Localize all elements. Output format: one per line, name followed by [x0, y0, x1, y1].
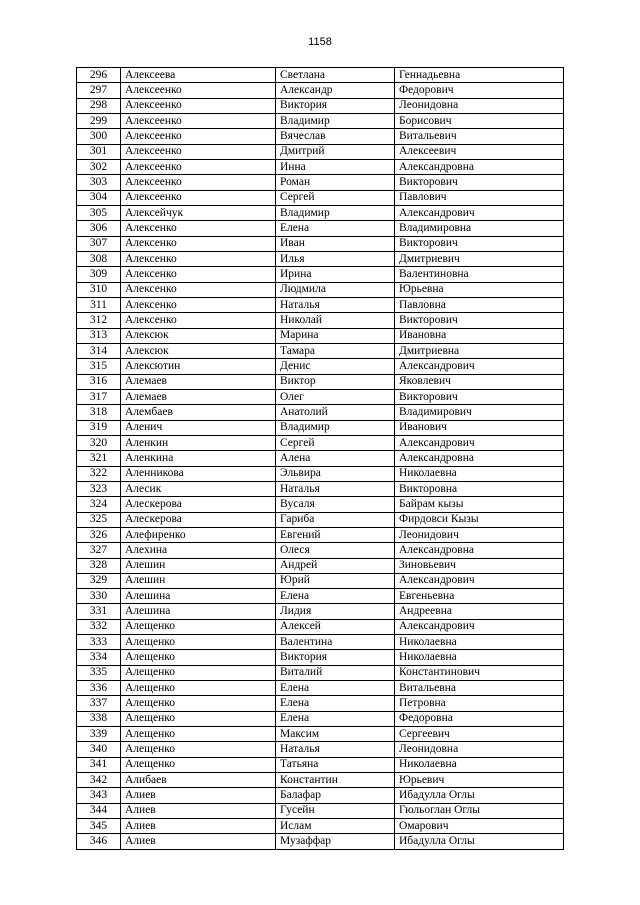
first-name-cell: Елена: [276, 589, 395, 604]
first-name-cell: Владимир: [276, 113, 395, 128]
row-number-cell: 333: [77, 635, 121, 650]
row-number-cell: 326: [77, 527, 121, 542]
patronymic-cell: Яковлевич: [395, 374, 564, 389]
row-number-cell: 345: [77, 819, 121, 834]
row-number-cell: 335: [77, 665, 121, 680]
row-number-cell: 334: [77, 650, 121, 665]
patronymic-cell: Владимирович: [395, 405, 564, 420]
patronymic-cell: Федоровна: [395, 711, 564, 726]
surname-cell: Аленникова: [121, 466, 276, 481]
patronymic-cell: Владимировна: [395, 221, 564, 236]
patronymic-cell: Александровна: [395, 543, 564, 558]
patronymic-cell: Николаевна: [395, 757, 564, 772]
first-name-cell: Тамара: [276, 343, 395, 358]
row-number-cell: 296: [77, 68, 121, 83]
surname-cell: Алещенко: [121, 757, 276, 772]
table-row: [77, 819, 564, 834]
table-row: [77, 497, 564, 512]
surname-cell: Алешина: [121, 589, 276, 604]
first-name-cell: Андрей: [276, 558, 395, 573]
first-name-cell: Валентина: [276, 635, 395, 650]
patronymic-cell: Юрьевич: [395, 773, 564, 788]
row-number-cell: 346: [77, 834, 121, 849]
patronymic-cell: Александрович: [395, 573, 564, 588]
table-row: [77, 681, 564, 696]
first-name-cell: Марина: [276, 328, 395, 343]
row-number-cell: 311: [77, 297, 121, 312]
surname-cell: Алексеенко: [121, 190, 276, 205]
first-name-cell: Сергей: [276, 435, 395, 450]
table-row: [77, 696, 564, 711]
first-name-cell: Ислам: [276, 819, 395, 834]
surname-cell: Алешин: [121, 573, 276, 588]
table-row: [77, 589, 564, 604]
surname-cell: Алескерова: [121, 512, 276, 527]
surname-cell: Алексеенко: [121, 159, 276, 174]
table-row: [77, 221, 564, 236]
surname-cell: Алексеенко: [121, 144, 276, 159]
surname-cell: Алехина: [121, 543, 276, 558]
patronymic-cell: Александрович: [395, 359, 564, 374]
surname-cell: Алиев: [121, 834, 276, 849]
surname-cell: Алещенко: [121, 619, 276, 634]
row-number-cell: 312: [77, 313, 121, 328]
patronymic-cell: Иванович: [395, 420, 564, 435]
first-name-cell: Сергей: [276, 190, 395, 205]
first-name-cell: Наталья: [276, 742, 395, 757]
first-name-cell: Елена: [276, 696, 395, 711]
row-number-cell: 304: [77, 190, 121, 205]
table-row: [77, 144, 564, 159]
table-row: [77, 435, 564, 450]
table-row: [77, 573, 564, 588]
patronymic-cell: Борисович: [395, 113, 564, 128]
row-number-cell: 305: [77, 205, 121, 220]
row-number-cell: 324: [77, 497, 121, 512]
patronymic-cell: Александрович: [395, 435, 564, 450]
surname-cell: Алексеенко: [121, 129, 276, 144]
table-row: [77, 98, 564, 113]
row-number-cell: 298: [77, 98, 121, 113]
surname-cell: Аленкина: [121, 451, 276, 466]
table-row: [77, 190, 564, 205]
surname-cell: Алексенко: [121, 236, 276, 251]
row-number-cell: 323: [77, 481, 121, 496]
patronymic-cell: Леонидовна: [395, 98, 564, 113]
surname-cell: Алембаев: [121, 405, 276, 420]
first-name-cell: Алексей: [276, 619, 395, 634]
table-row: [77, 665, 564, 680]
row-number-cell: 328: [77, 558, 121, 573]
row-number-cell: 344: [77, 803, 121, 818]
row-number-cell: 329: [77, 573, 121, 588]
row-number-cell: 327: [77, 543, 121, 558]
row-number-cell: 299: [77, 113, 121, 128]
table-row: [77, 267, 564, 282]
table-row: [77, 451, 564, 466]
table-row: [77, 343, 564, 358]
patronymic-cell: Зиновьевич: [395, 558, 564, 573]
patronymic-cell: Леонидович: [395, 527, 564, 542]
surname-cell: Алексеенко: [121, 175, 276, 190]
table-row: [77, 205, 564, 220]
row-number-cell: 340: [77, 742, 121, 757]
surname-cell: Алещенко: [121, 635, 276, 650]
surname-cell: Алексеева: [121, 68, 276, 83]
table-row: [77, 711, 564, 726]
patronymic-cell: Петровна: [395, 696, 564, 711]
first-name-cell: Максим: [276, 727, 395, 742]
first-name-cell: Наталья: [276, 297, 395, 312]
patronymic-cell: Витальевич: [395, 129, 564, 144]
first-name-cell: Лидия: [276, 604, 395, 619]
first-name-cell: Виталий: [276, 665, 395, 680]
patronymic-cell: Александрович: [395, 205, 564, 220]
surname-cell: Алексюк: [121, 343, 276, 358]
patronymic-cell: Ибадулла Оглы: [395, 834, 564, 849]
surname-cell: Алексенко: [121, 313, 276, 328]
row-number-cell: 342: [77, 773, 121, 788]
patronymic-cell: Геннадьевна: [395, 68, 564, 83]
patronymic-cell: Федорович: [395, 83, 564, 98]
first-name-cell: Олеся: [276, 543, 395, 558]
table-row: [77, 558, 564, 573]
row-number-cell: 322: [77, 466, 121, 481]
patronymic-cell: Гюльоглан Оглы: [395, 803, 564, 818]
row-number-cell: 337: [77, 696, 121, 711]
first-name-cell: Виктория: [276, 98, 395, 113]
row-number-cell: 300: [77, 129, 121, 144]
table-row: [77, 834, 564, 849]
first-name-cell: Елена: [276, 711, 395, 726]
surname-cell: Алексютин: [121, 359, 276, 374]
row-number-cell: 313: [77, 328, 121, 343]
surname-cell: Алексенко: [121, 267, 276, 282]
surname-cell: Алескерова: [121, 497, 276, 512]
table-row: [77, 251, 564, 266]
row-number-cell: 341: [77, 757, 121, 772]
patronymic-cell: Омарович: [395, 819, 564, 834]
surname-cell: Алексенко: [121, 282, 276, 297]
first-name-cell: Олег: [276, 389, 395, 404]
patronymic-cell: Ивановна: [395, 328, 564, 343]
surname-cell: Алещенко: [121, 650, 276, 665]
patronymic-cell: Леонидовна: [395, 742, 564, 757]
page-number: 1158: [308, 36, 332, 48]
first-name-cell: Светлана: [276, 68, 395, 83]
table-row: [77, 512, 564, 527]
name-list-body: [77, 68, 564, 850]
first-name-cell: Гусейн: [276, 803, 395, 818]
first-name-cell: Гариба: [276, 512, 395, 527]
patronymic-cell: Витальевна: [395, 681, 564, 696]
patronymic-cell: Сергеевич: [395, 727, 564, 742]
row-number-cell: 318: [77, 405, 121, 420]
surname-cell: Алексеенко: [121, 83, 276, 98]
row-number-cell: 316: [77, 374, 121, 389]
surname-cell: Алиев: [121, 788, 276, 803]
row-number-cell: 315: [77, 359, 121, 374]
first-name-cell: Вячеслав: [276, 129, 395, 144]
first-name-cell: Музаффар: [276, 834, 395, 849]
surname-cell: Алешин: [121, 558, 276, 573]
table-row: [77, 83, 564, 98]
table-row: [77, 773, 564, 788]
table-row: [77, 297, 564, 312]
patronymic-cell: Викторович: [395, 236, 564, 251]
first-name-cell: Юрий: [276, 573, 395, 588]
first-name-cell: Виктор: [276, 374, 395, 389]
first-name-cell: Алена: [276, 451, 395, 466]
patronymic-cell: Александровна: [395, 159, 564, 174]
first-name-cell: Людмила: [276, 282, 395, 297]
surname-cell: Алемаев: [121, 389, 276, 404]
row-number-cell: 307: [77, 236, 121, 251]
row-number-cell: 309: [77, 267, 121, 282]
surname-cell: Алексюк: [121, 328, 276, 343]
table-row: [77, 420, 564, 435]
patronymic-cell: Павловна: [395, 297, 564, 312]
first-name-cell: Анатолий: [276, 405, 395, 420]
row-number-cell: 314: [77, 343, 121, 358]
row-number-cell: 325: [77, 512, 121, 527]
first-name-cell: Илья: [276, 251, 395, 266]
patronymic-cell: Фирдовси Кызы: [395, 512, 564, 527]
table-row: [77, 405, 564, 420]
table-row: [77, 359, 564, 374]
row-number-cell: 301: [77, 144, 121, 159]
row-number-cell: 319: [77, 420, 121, 435]
patronymic-cell: Евгеньевна: [395, 589, 564, 604]
surname-cell: Алешина: [121, 604, 276, 619]
row-number-cell: 343: [77, 788, 121, 803]
first-name-cell: Дмитрий: [276, 144, 395, 159]
first-name-cell: Евгений: [276, 527, 395, 542]
surname-cell: Алещенко: [121, 742, 276, 757]
table-row: [77, 236, 564, 251]
first-name-cell: Елена: [276, 221, 395, 236]
first-name-cell: Иван: [276, 236, 395, 251]
table-row: [77, 113, 564, 128]
surname-cell: Алексенко: [121, 297, 276, 312]
surname-cell: Алещенко: [121, 681, 276, 696]
first-name-cell: Балафар: [276, 788, 395, 803]
table-row: [77, 328, 564, 343]
name-list-table: [76, 67, 564, 850]
row-number-cell: 320: [77, 435, 121, 450]
first-name-cell: Роман: [276, 175, 395, 190]
table-row: [77, 129, 564, 144]
first-name-cell: Елена: [276, 681, 395, 696]
row-number-cell: 297: [77, 83, 121, 98]
patronymic-cell: Андреевна: [395, 604, 564, 619]
surname-cell: Алексеенко: [121, 98, 276, 113]
surname-cell: Алещенко: [121, 727, 276, 742]
patronymic-cell: Павлович: [395, 190, 564, 205]
first-name-cell: Татьяна: [276, 757, 395, 772]
surname-cell: Алексеенко: [121, 113, 276, 128]
row-number-cell: 331: [77, 604, 121, 619]
surname-cell: Алексенко: [121, 251, 276, 266]
table-row: [77, 788, 564, 803]
table-row: [77, 650, 564, 665]
first-name-cell: Владимир: [276, 205, 395, 220]
table-row: [77, 727, 564, 742]
patronymic-cell: Дмитриевич: [395, 251, 564, 266]
patronymic-cell: Викторович: [395, 389, 564, 404]
surname-cell: Алещенко: [121, 696, 276, 711]
patronymic-cell: Николаевна: [395, 650, 564, 665]
patronymic-cell: Байрам кызы: [395, 497, 564, 512]
first-name-cell: Николай: [276, 313, 395, 328]
table-row: [77, 282, 564, 297]
first-name-cell: Ирина: [276, 267, 395, 282]
table-row: [77, 527, 564, 542]
table-row: [77, 619, 564, 634]
surname-cell: Алесик: [121, 481, 276, 496]
surname-cell: Алещенко: [121, 665, 276, 680]
row-number-cell: 332: [77, 619, 121, 634]
row-number-cell: 321: [77, 451, 121, 466]
table-row: [77, 159, 564, 174]
first-name-cell: Константин: [276, 773, 395, 788]
table-row: [77, 757, 564, 772]
row-number-cell: 338: [77, 711, 121, 726]
table-row: [77, 481, 564, 496]
patronymic-cell: Александровна: [395, 451, 564, 466]
patronymic-cell: Александрович: [395, 619, 564, 634]
patronymic-cell: Николаевна: [395, 466, 564, 481]
row-number-cell: 317: [77, 389, 121, 404]
first-name-cell: Виктория: [276, 650, 395, 665]
first-name-cell: Вусаля: [276, 497, 395, 512]
patronymic-cell: Викторовна: [395, 481, 564, 496]
first-name-cell: Наталья: [276, 481, 395, 496]
patronymic-cell: Викторович: [395, 175, 564, 190]
surname-cell: Алексейчук: [121, 205, 276, 220]
table-row: [77, 604, 564, 619]
patronymic-cell: Константинович: [395, 665, 564, 680]
patronymic-cell: Дмитриевна: [395, 343, 564, 358]
patronymic-cell: Валентиновна: [395, 267, 564, 282]
table-row: [77, 68, 564, 83]
row-number-cell: 306: [77, 221, 121, 236]
surname-cell: Алемаев: [121, 374, 276, 389]
first-name-cell: Денис: [276, 359, 395, 374]
table-row: [77, 543, 564, 558]
surname-cell: Алексенко: [121, 221, 276, 236]
surname-cell: Алефиренко: [121, 527, 276, 542]
row-number-cell: 308: [77, 251, 121, 266]
table-row: [77, 389, 564, 404]
surname-cell: Алиев: [121, 803, 276, 818]
row-number-cell: 303: [77, 175, 121, 190]
table-row: [77, 742, 564, 757]
first-name-cell: Владимир: [276, 420, 395, 435]
row-number-cell: 330: [77, 589, 121, 604]
patronymic-cell: Николаевна: [395, 635, 564, 650]
row-number-cell: 339: [77, 727, 121, 742]
row-number-cell: 302: [77, 159, 121, 174]
surname-cell: Алиев: [121, 819, 276, 834]
table-row: [77, 374, 564, 389]
first-name-cell: Александр: [276, 83, 395, 98]
patronymic-cell: Алексеевич: [395, 144, 564, 159]
table-row: [77, 803, 564, 818]
patronymic-cell: Юрьевна: [395, 282, 564, 297]
surname-cell: Алибаев: [121, 773, 276, 788]
table-row: [77, 313, 564, 328]
row-number-cell: 336: [77, 681, 121, 696]
table-row: [77, 635, 564, 650]
table-row: [77, 175, 564, 190]
first-name-cell: Эльвира: [276, 466, 395, 481]
patronymic-cell: Викторович: [395, 313, 564, 328]
surname-cell: Алещенко: [121, 711, 276, 726]
first-name-cell: Инна: [276, 159, 395, 174]
surname-cell: Аленич: [121, 420, 276, 435]
row-number-cell: 310: [77, 282, 121, 297]
patronymic-cell: Ибадулла Оглы: [395, 788, 564, 803]
table-row: [77, 466, 564, 481]
surname-cell: Аленкин: [121, 435, 276, 450]
